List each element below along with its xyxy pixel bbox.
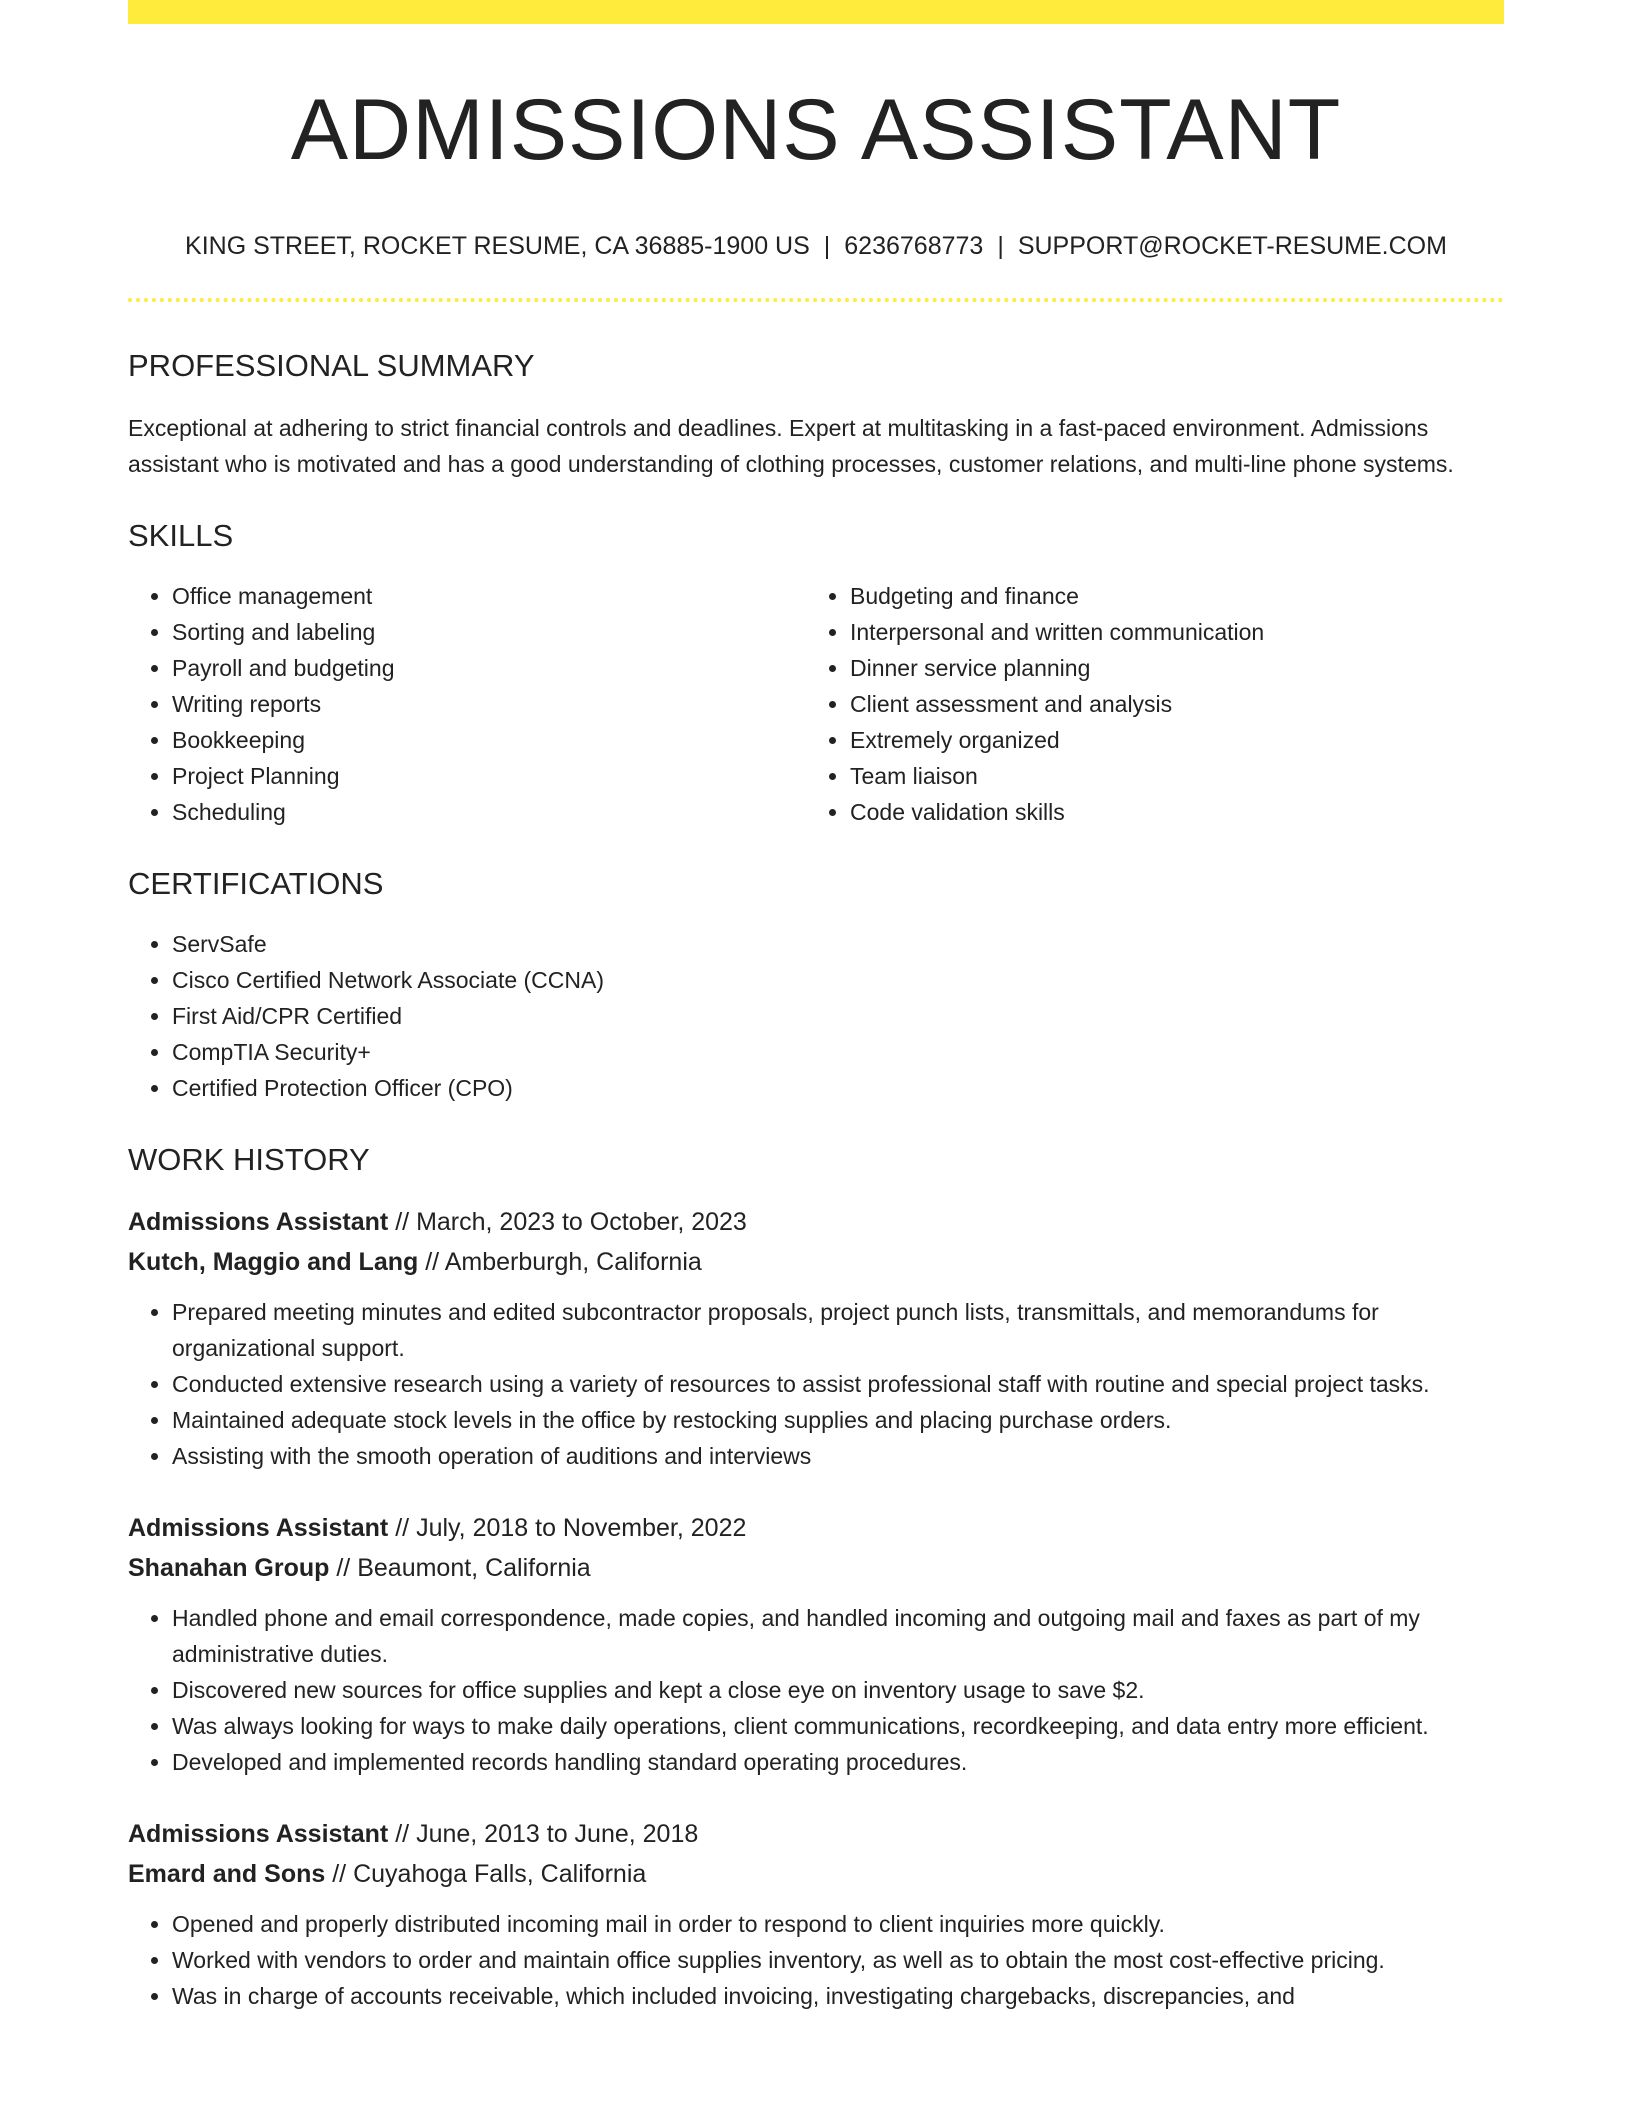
job-title-line [128, 1202, 1504, 1242]
contact-phone: 6236768773 [844, 232, 984, 260]
job-company: Emard and Sons [128, 1860, 326, 1888]
job-company-line [128, 1854, 1504, 1894]
contact-separator: | [997, 232, 1004, 260]
certifications-list [128, 926, 1504, 1106]
skill-item: • Bookkeeping [172, 722, 806, 758]
job-title-line [128, 1508, 1504, 1548]
skill-item: • Code validation skills [850, 794, 1484, 830]
job-bullets [128, 1294, 1504, 1474]
job-dates: June, 2013 to June, 2018 [416, 1820, 699, 1848]
contact-separator: | [823, 232, 831, 260]
resume-name: ADMISSIONS ASSISTANT [290, 82, 1342, 178]
job-company: Shanahan Group [128, 1554, 330, 1582]
skills-heading: SKILLS [128, 518, 234, 553]
job-bullet: • Was always looking for ways to make daily operations, client communications, recordkeeping, and data entry more efficient. [172, 1708, 1504, 1744]
certification-item: • Cisco Certified Network Associate (CCNA) [172, 962, 1504, 998]
job-company-line [128, 1242, 1504, 1282]
job-location: Cuyahoga Falls, California [353, 1860, 647, 1888]
contact-line [128, 230, 1504, 262]
skills-column-right [806, 578, 1484, 830]
skill-item: • Writing reports [172, 686, 806, 722]
skill-item: • Payroll and budgeting [172, 650, 806, 686]
job-entry [128, 1508, 1504, 1780]
job-bullets [128, 1906, 1504, 2014]
job-bullet: • Was in charge of accounts receivable, which included invoicing, investigating chargebacks, discrepancies, and [172, 1978, 1504, 2014]
job-entry [128, 1202, 1504, 1474]
skill-item: • Office management [172, 578, 806, 614]
certification-item: • First Aid/CPR Certified [172, 998, 1504, 1034]
resume-content [128, 0, 1504, 2014]
job-bullet: • Opened and properly distributed incoming mail in order to respond to client inquiries more quickly. [172, 1906, 1504, 1942]
job-company-line [128, 1548, 1504, 1588]
certification-item: • CompTIA Security+ [172, 1034, 1504, 1070]
job-location: Beaumont, California [357, 1554, 591, 1582]
skill-item: • Client assessment and analysis [850, 686, 1484, 722]
summary-text: Exceptional at adhering to strict financial controls and deadlines. Expert at multitasking in a fast-paced environment. Admissions assistant who is motivated and has a good understanding of clothing processes, customer relations, and multi-line phone systems. [128, 415, 1454, 477]
job-bullet: • Prepared meeting minutes and edited subcontractor proposals, project punch lists, transmittals, and memorandums for organizational support. [172, 1294, 1504, 1366]
job-bullet: • Handled phone and email correspondence, made copies, and handled incoming and outgoing mail and faxes as part of my administrative duties. [172, 1600, 1504, 1672]
contact-address: KING STREET, ROCKET RESUME, CA 36885-1900 US [185, 232, 810, 260]
job-title: Admissions Assistant [128, 1820, 389, 1848]
contact-email: SUPPORT@ROCKET-RESUME.COM [1017, 232, 1447, 260]
job-bullet: • Developed and implemented records handling standard operating procedures. [172, 1744, 1504, 1780]
job-title: Admissions Assistant [128, 1208, 389, 1236]
skill-item: • Sorting and labeling [172, 614, 806, 650]
skill-item: • Budgeting and finance [850, 578, 1484, 614]
job-divider: // [395, 1820, 410, 1848]
skills-list-left [128, 578, 806, 830]
skill-item: • Extremely organized [850, 722, 1484, 758]
job-company: Kutch, Maggio and Lang [128, 1248, 419, 1276]
job-entry [128, 1814, 1504, 2014]
job-divider: // [336, 1554, 351, 1582]
skill-item: • Team liaison [850, 758, 1484, 794]
skills-column-left [128, 578, 806, 830]
skills-list-right [806, 578, 1484, 830]
skill-item: • Interpersonal and written communication [850, 614, 1484, 650]
job-divider: // [395, 1208, 410, 1236]
dotted-divider [128, 298, 1504, 302]
job-dates: March, 2023 to October, 2023 [416, 1208, 747, 1236]
job-bullet: • Maintained adequate stock levels in the office by restocking supplies and placing purchase orders. [172, 1402, 1504, 1438]
job-divider: // [332, 1860, 347, 1888]
job-divider: // [425, 1248, 440, 1276]
certification-item: • ServSafe [172, 926, 1504, 962]
certification-item: • Certified Protection Officer (CPO) [172, 1070, 1504, 1106]
certifications-heading: CERTIFICATIONS [128, 866, 384, 901]
job-bullet: • Assisting with the smooth operation of auditions and interviews [172, 1438, 1504, 1474]
skills-columns [128, 578, 1504, 830]
job-bullet: • Discovered new sources for office supplies and kept a close eye on inventory usage to save $2. [172, 1672, 1504, 1708]
job-location: Amberburgh, California [444, 1248, 702, 1276]
skill-item: • Scheduling [172, 794, 806, 830]
summary-heading: PROFESSIONAL SUMMARY [128, 348, 535, 383]
job-bullet: • Conducted extensive research using a variety of resources to assist professional staff with routine and special project tasks. [172, 1366, 1504, 1402]
skill-item: • Project Planning [172, 758, 806, 794]
job-title-line [128, 1814, 1504, 1854]
job-bullets [128, 1600, 1504, 1780]
job-dates: July, 2018 to November, 2022 [416, 1514, 747, 1542]
skill-item: • Dinner service planning [850, 650, 1484, 686]
job-bullet: • Worked with vendors to order and maintain office supplies inventory, as well as to obtain the most cost-effective pricing. [172, 1942, 1504, 1978]
work-history-heading: WORK HISTORY [128, 1142, 370, 1177]
job-title: Admissions Assistant [128, 1514, 389, 1542]
job-divider: // [395, 1514, 410, 1542]
